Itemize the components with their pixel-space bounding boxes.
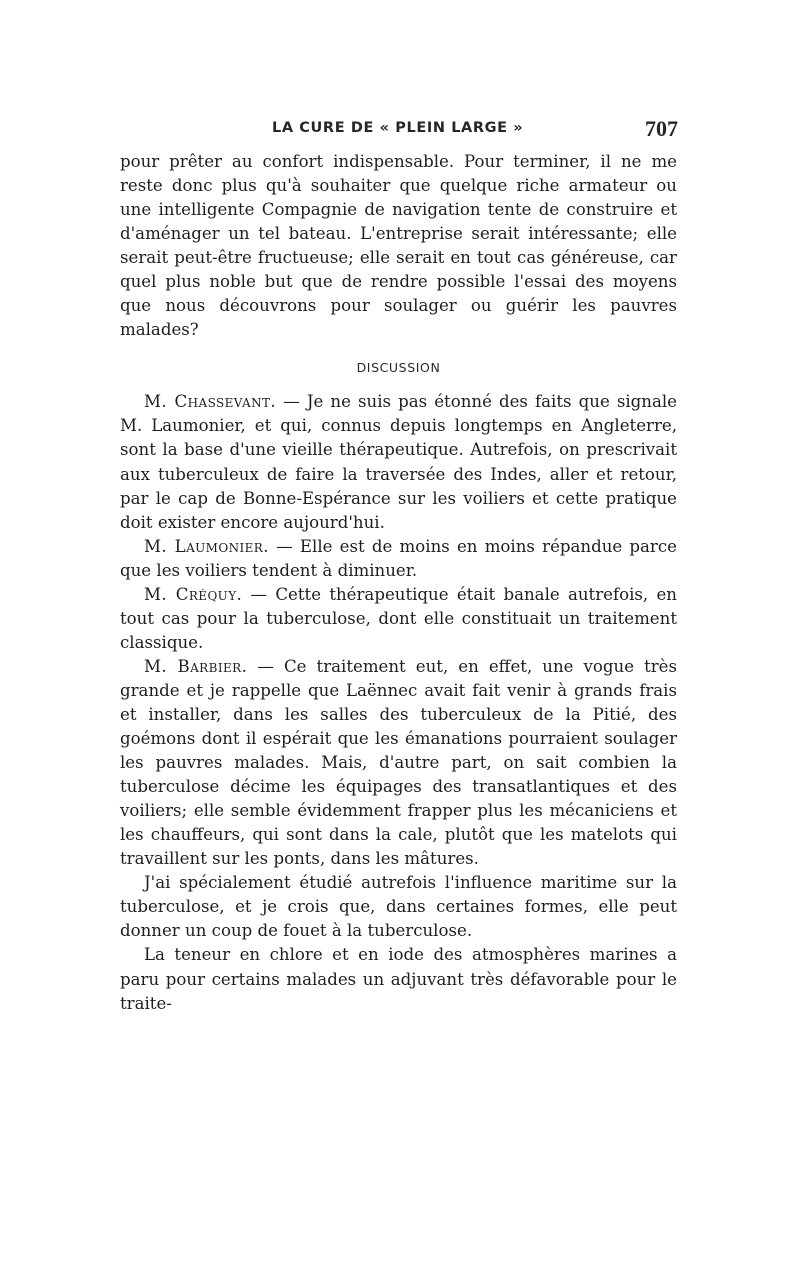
intervention-text: — Ce traitement eut, en effet, une vogue très grande et je rappelle que Laënnec avait fait venir à grands frais et installer, dans les salles des tuberculeux de la Pitié, des goémons dont il espérait que les émanations pourraient soulager les pauvres malades. Mais, d'autre part, on sait combien la tuberculose décime les équipages des transatlantiques et des voiliers; elle semble évidemment frapper plus les mécaniciens et les chauffeurs, qui sont dans la cale, plutôt que les matelots qui travaillent sur les ponts, dans les mâtures. [120, 656, 677, 869]
intervention-laumonier [120, 535, 677, 583]
intervention-crequy [120, 583, 677, 655]
speaker-name: M. Chassevant. [144, 392, 277, 412]
section-heading: DISCUSSION [356, 360, 441, 376]
speaker-name: M. Créquy. [144, 584, 243, 604]
page-number: 707 [645, 116, 678, 141]
speaker-name: M. Laumonier. [144, 536, 269, 556]
body-text [120, 150, 677, 1016]
intervention-chassevant [120, 390, 677, 534]
intervention-text: — Elle est de moins en moins répandue parce que les voiliers tendent à diminuer. [120, 536, 677, 580]
running-header [122, 116, 678, 146]
intervention-text: — Cette thérapeutique était banale autrefois, en tout cas pour la tuberculose, dont elle constituait un traitement classique. [120, 584, 677, 652]
running-title: LA CURE DE « PLEIN LARGE » [272, 120, 524, 136]
speaker-name: M. Barbier. [144, 656, 248, 676]
opening-paragraph: pour prêter au confort indispensable. Pour terminer, il ne me reste donc plus qu'à souhaiter que quelque riche armateur ou une intelligente Compagnie de navigation tente de construire et d'aménager un tel bateau. L'entreprise serait intéressante; elle serait peut-être fructueuse; elle serait en tout cas généreuse, car quel plus noble but que de rendre possible l'essai des moyens que nous découvrons pour soulager ou guérir les pauvres malades? [120, 152, 677, 340]
intervention-text: — Je ne suis pas étonné des faits que signale M. Laumonier, et qui, connus depuis longtemps en Angleterre, sont la base d'une vieille thérapeutique. Autrefois, on prescrivait aux tuberculeux de faire la traversée des Indes, aller et retour, par le cap de Bonne-Espérance sur les voiliers et cette pratique doit exister encore aujourd'hui. [120, 392, 677, 532]
intervention-barbier [120, 655, 677, 871]
paragraph: J'ai spécialement étudié autrefois l'influence maritime sur la tuberculose, et je crois que, dans certaines formes, elle peut donner un coup de fouet à la tuberculose. [120, 873, 677, 941]
paragraph: La teneur en chlore et en iode des atmosphères marines a paru pour certains malades un adjuvant très défavorable pour le traite- [120, 945, 677, 1013]
